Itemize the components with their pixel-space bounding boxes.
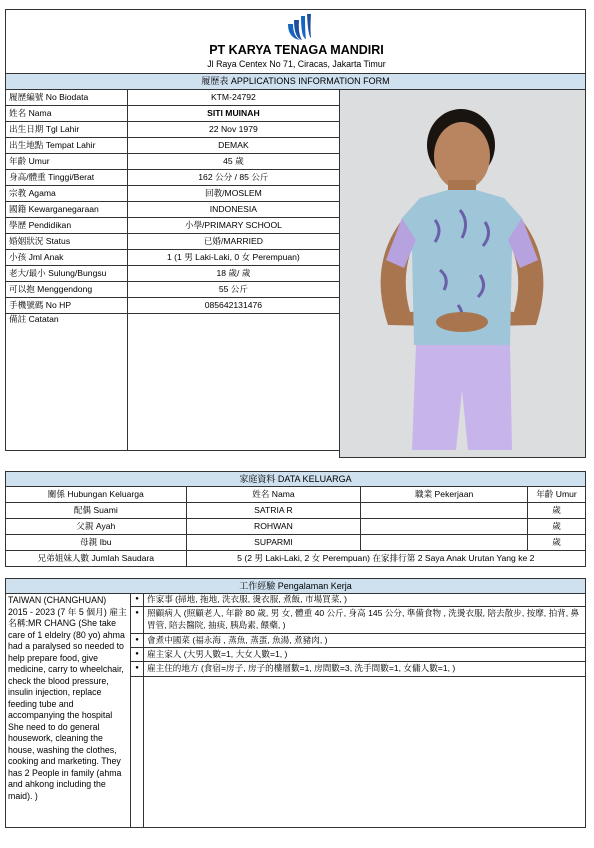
profile-row xyxy=(6,218,340,234)
profile-row xyxy=(6,282,340,298)
relation-cell: 父親 Ayah xyxy=(6,519,187,535)
form-title: 履歷表 APPLICATIONS INFORMATION FORM xyxy=(6,73,585,89)
relation-cell: 母親 Ibu xyxy=(6,535,187,551)
work-item-text: 會煮中國菜 (福永海 , 蒸魚, 蒸蛋, 魚湯, 煮豬肉, ) xyxy=(147,635,328,645)
profile-row xyxy=(6,122,340,138)
job-cell xyxy=(361,519,528,535)
profile-label: 姓名 Nama xyxy=(6,106,128,122)
company-name: PT KARYA TENAGA MANDIRI xyxy=(209,43,384,57)
profile-row xyxy=(6,154,340,170)
name-cell: SATRIA R xyxy=(186,503,361,519)
profile-label: 宗教 Agama xyxy=(6,186,128,202)
profile-label: 履歷編號 No Biodata xyxy=(6,90,128,106)
profile-row xyxy=(6,266,340,282)
family-header: 職業 Pekerjaan xyxy=(361,487,528,503)
profile-label: 小孩 Jml Anak xyxy=(6,250,128,266)
profile-label: 出生日期 Tgl Lahir xyxy=(6,122,128,138)
profile-row xyxy=(6,202,340,218)
family-title: 家庭資料 DATA KELUARGA xyxy=(6,472,586,487)
profile-value: KTM-24792 xyxy=(127,90,339,106)
family-header: 關係 Hubungan Keluarga xyxy=(6,487,187,503)
profile-row xyxy=(6,170,340,186)
profile-label: 出生地點 Tempat Lahir xyxy=(6,138,128,154)
profile-value: 22 Nov 1979 xyxy=(127,122,339,138)
profile-label: 婚姻狀況 Status xyxy=(6,234,128,250)
profile-row xyxy=(6,106,340,122)
family-row xyxy=(6,519,586,535)
work-section xyxy=(5,578,586,828)
profile-row xyxy=(6,186,340,202)
family-section xyxy=(5,471,586,567)
work-item-text: 照顧病人 (照顧老人, 年齡 80 歲, 男 女, 體重 40 公斤, 身高 145 公分, 準備食物 , 洗燙衣服, 陪去散步, 按摩, 拍背, 鼻胃管, 陪去醫院, 抽痰, 胰島素, 餵藥, ) xyxy=(147,608,580,630)
work-title: 工作經驗 Pengalaman Kerja xyxy=(6,579,585,594)
profile-value: 55 公斤 xyxy=(127,282,339,298)
profile-section xyxy=(5,89,340,451)
job-cell xyxy=(361,535,528,551)
company-address: Jl Raya Centex No 71, Ciracas, Jakarta Timur xyxy=(207,59,386,69)
profile-value: 小學/PRIMARY SCHOOL xyxy=(127,218,339,234)
work-items xyxy=(131,593,585,677)
bullet-icon: ● xyxy=(135,665,139,671)
profile-value: INDONESIA xyxy=(127,202,339,218)
bullet-icon: ● xyxy=(135,596,139,602)
work-item-text: 雇主住的地方 (食宿=房子, 房子的樓層數=1, 房間數=3, 洗手間數=1, 女傭人數=1, ) xyxy=(147,663,456,673)
profile-label: 手機號碼 No HP xyxy=(6,298,128,314)
profile-table xyxy=(5,89,340,451)
profile-value: SITI MUINAH xyxy=(127,106,339,122)
profile-row xyxy=(6,250,340,266)
profile-value: 085642131476 xyxy=(127,298,339,314)
work-item xyxy=(131,593,585,607)
age-cell: 歲 xyxy=(527,519,585,535)
profile-value: 45 歲 xyxy=(127,154,339,170)
profile-value: 回教/MOSLEM xyxy=(127,186,339,202)
profile-row xyxy=(6,298,340,314)
work-history-text: TAIWAN (CHANGHUAN) 2015 - 2023 (7 年 5 個月) 雇主名稱:MR CHANG (She take care of 1 eldelry (80 yo) ahma had a paralysed so needed to help prepare food, give medicine, carry to wheelchair, check the blood pressure, insulin injection, replace feeding tube and accompanying the hospital She need to do general housework, cleaning the house, washing the clothes, cooking and marketing. They has 2 People in family (ahma and ahkong including the maid). ) xyxy=(8,595,127,801)
family-header: 姓名 Nama xyxy=(186,487,361,503)
notes-value xyxy=(127,314,339,451)
name-cell: SUPARMI xyxy=(186,535,361,551)
profile-row xyxy=(6,138,340,154)
family-table xyxy=(5,471,586,567)
bullet-icon: ● xyxy=(135,610,139,616)
notes-label: 備註 Catatan xyxy=(6,314,128,451)
family-row xyxy=(6,503,586,519)
profile-value: 18 歲/ 歲 xyxy=(127,266,339,282)
job-cell xyxy=(361,503,528,519)
profile-row xyxy=(6,234,340,250)
work-item xyxy=(131,634,585,648)
work-item xyxy=(131,607,585,634)
profile-row xyxy=(6,90,340,106)
work-item xyxy=(131,648,585,662)
relation-cell: 配偶 Suami xyxy=(6,503,187,519)
profile-label: 身高/體重 Tinggi/Berat xyxy=(6,170,128,186)
header-box xyxy=(5,9,586,89)
siblings-label: 兄弟姐妹人數 Jumlah Saudara xyxy=(6,551,187,567)
profile-label: 年齡 Umur xyxy=(6,154,128,170)
profile-value: DEMAK xyxy=(127,138,339,154)
work-item xyxy=(131,662,585,677)
bullet-icon: ● xyxy=(135,651,139,657)
name-cell: ROHWAN xyxy=(186,519,361,535)
profile-label: 學歷 Pendidikan xyxy=(6,218,128,234)
profile-label: 可以抱 Menggendong xyxy=(6,282,128,298)
profile-value: 1 (1 男 Laki-Laki, 0 女 Perempuan) xyxy=(127,250,339,266)
family-row xyxy=(6,535,586,551)
family-header: 年齡 Umur xyxy=(527,487,585,503)
person-illustration xyxy=(340,90,585,457)
age-cell: 歲 xyxy=(527,535,585,551)
company-logo xyxy=(284,12,316,42)
notes-row xyxy=(6,314,340,451)
siblings-row xyxy=(6,551,586,567)
bullet-icon: ● xyxy=(135,637,139,643)
profile-value: 162 公分 / 85 公斤 xyxy=(127,170,339,186)
profile-label: 國籍 Kewarganegaraan xyxy=(6,202,128,218)
work-item-text: 作家事 (掃地, 拖地, 洗衣服, 燙衣服, 煮飯, 市場買菜, ) xyxy=(147,594,348,604)
profile-label: 老大/最小 Sulung/Bungsu xyxy=(6,266,128,282)
work-item-text: 雇主家人 (大男人數=1, 大女人數=1, ) xyxy=(147,649,288,659)
profile-value: 已婚/MARRIED xyxy=(127,234,339,250)
age-cell: 歲 xyxy=(527,503,585,519)
siblings-value: 5 (2 男 Laki-Laki, 2 女 Perempuan) 在家排行第 2 Saya Anak Urutan Yang ke 2 xyxy=(186,551,585,567)
applicant-photo xyxy=(339,89,586,458)
